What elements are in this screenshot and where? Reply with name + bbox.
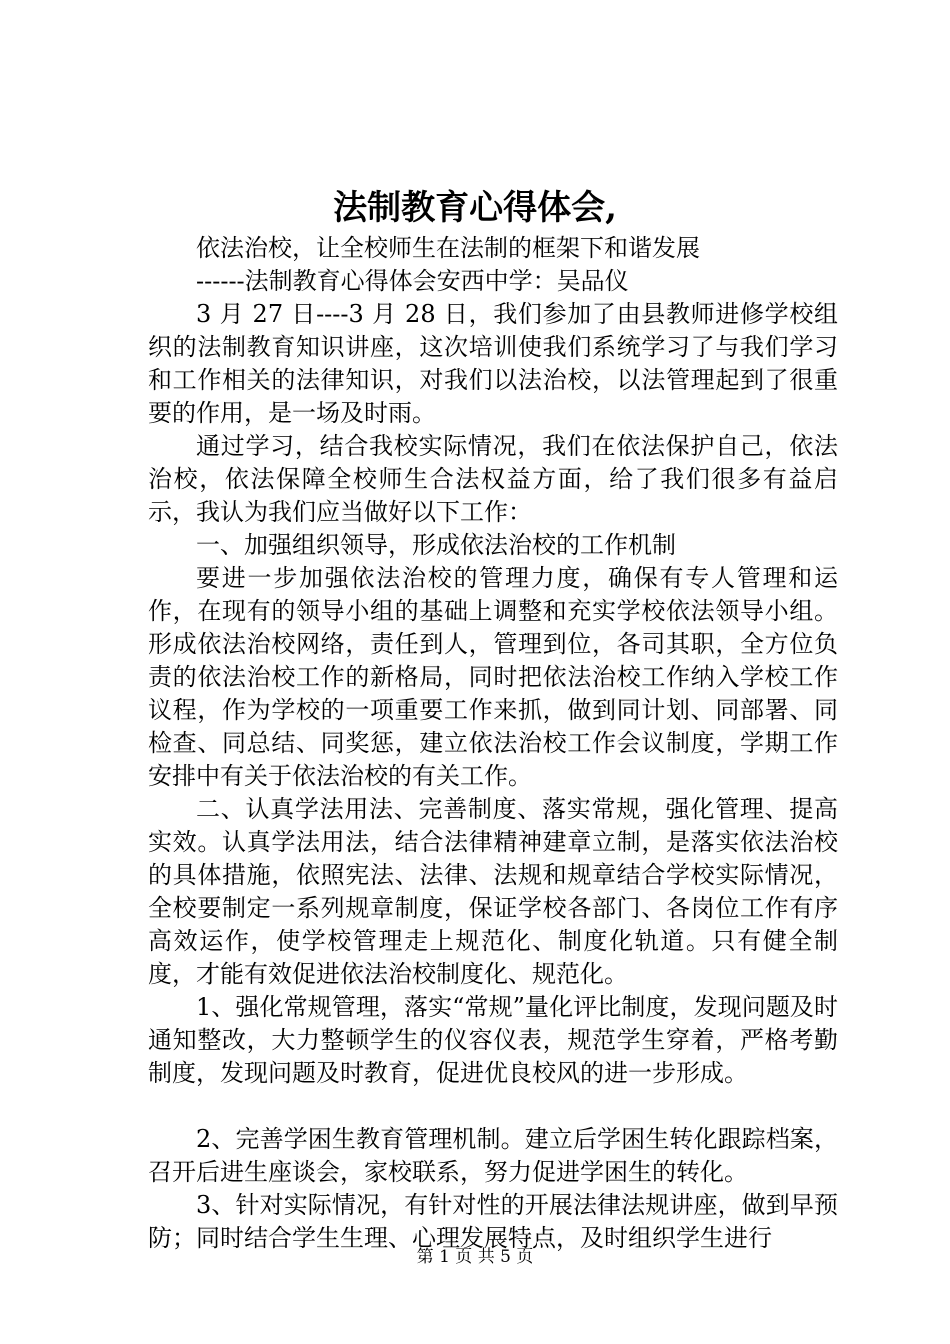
blank-line — [148, 1090, 838, 1123]
document-body — [148, 232, 838, 1255]
page-footer: 第 1 页 共 5 页 — [416, 1247, 534, 1267]
paragraph: 3 月 27 日----3 月 28 日，我们参加了由县教师进修学校组织的法制教育知识讲座，这次培训使我们系统学习了与我们学习和工作相关的法律知识，对我们以法治校，以法管理起到了很重要的作用，是一场及时雨。 — [148, 300, 838, 427]
paragraph: 通过学习，结合我校实际情况，我们在依法保护自己，依法治校，依法保障全校师生合法权益方面，给了我们很多有益启示，我认为我们应当做好以下工作： — [148, 432, 838, 526]
paragraph: 二、认真学法用法、完善制度、落实常规，强化管理、提高实效。认真学法用法，结合法律精神建章立制，是落实依法治校的具体措施，依照宪法、法律、法规和规章结合学校实际情况，全校要制定一系列规章制度，保证学校各部门、各岗位工作有序高效运作，使学校管理走上规范化、制度化轨道。只有健全制度，才能有效促进依法治校制度化、规范化。 — [148, 795, 838, 988]
list-item: 1、强化常规管理，落实“常规”量化评比制度，发现问题及时通知整改，大力整顿学生的仪容仪表，规范学生穿着，严格考勤制度，发现问题及时教育，促进优良校风的进一步形成。 — [148, 993, 838, 1087]
byline: ------法制教育心得体会安西中学：吴品仪 — [196, 267, 629, 295]
section-heading: 一、加强组织领导，形成依法治校的工作机制 — [196, 531, 676, 559]
page-title: 法制教育心得体会, — [333, 188, 617, 228]
list-item: 3、针对实际情况，有针对性的开展法律法规讲座，做到早预防；同时结合学生生理、心理发展特点，及时组织学生进行 — [148, 1191, 838, 1252]
subtitle-line: 依法治校，让全校师生在法制的框架下和谐发展 — [196, 234, 700, 262]
paragraph: 要进一步加强依法治校的管理力度，确保有专人管理和运作，在现有的领导小组的基础上调整和充实学校依法领导小组。形成依法治校网络，责任到人，管理到位，各司其职，全方位负责的依法治校工作的新格局，同时把依法治校工作纳入学校工作议程，作为学校的一项重要工作来抓，做到同计划、同部署、同检查、同总结、同奖惩，建立依法治校工作会议制度，学期工作安排中有关于依法治校的有关工作。 — [148, 564, 838, 790]
list-item: 2、完善学困生教育管理机制。建立后学困生转化跟踪档案，召开后进生座谈会，家校联系，努力促进学困生的转化。 — [148, 1125, 838, 1186]
